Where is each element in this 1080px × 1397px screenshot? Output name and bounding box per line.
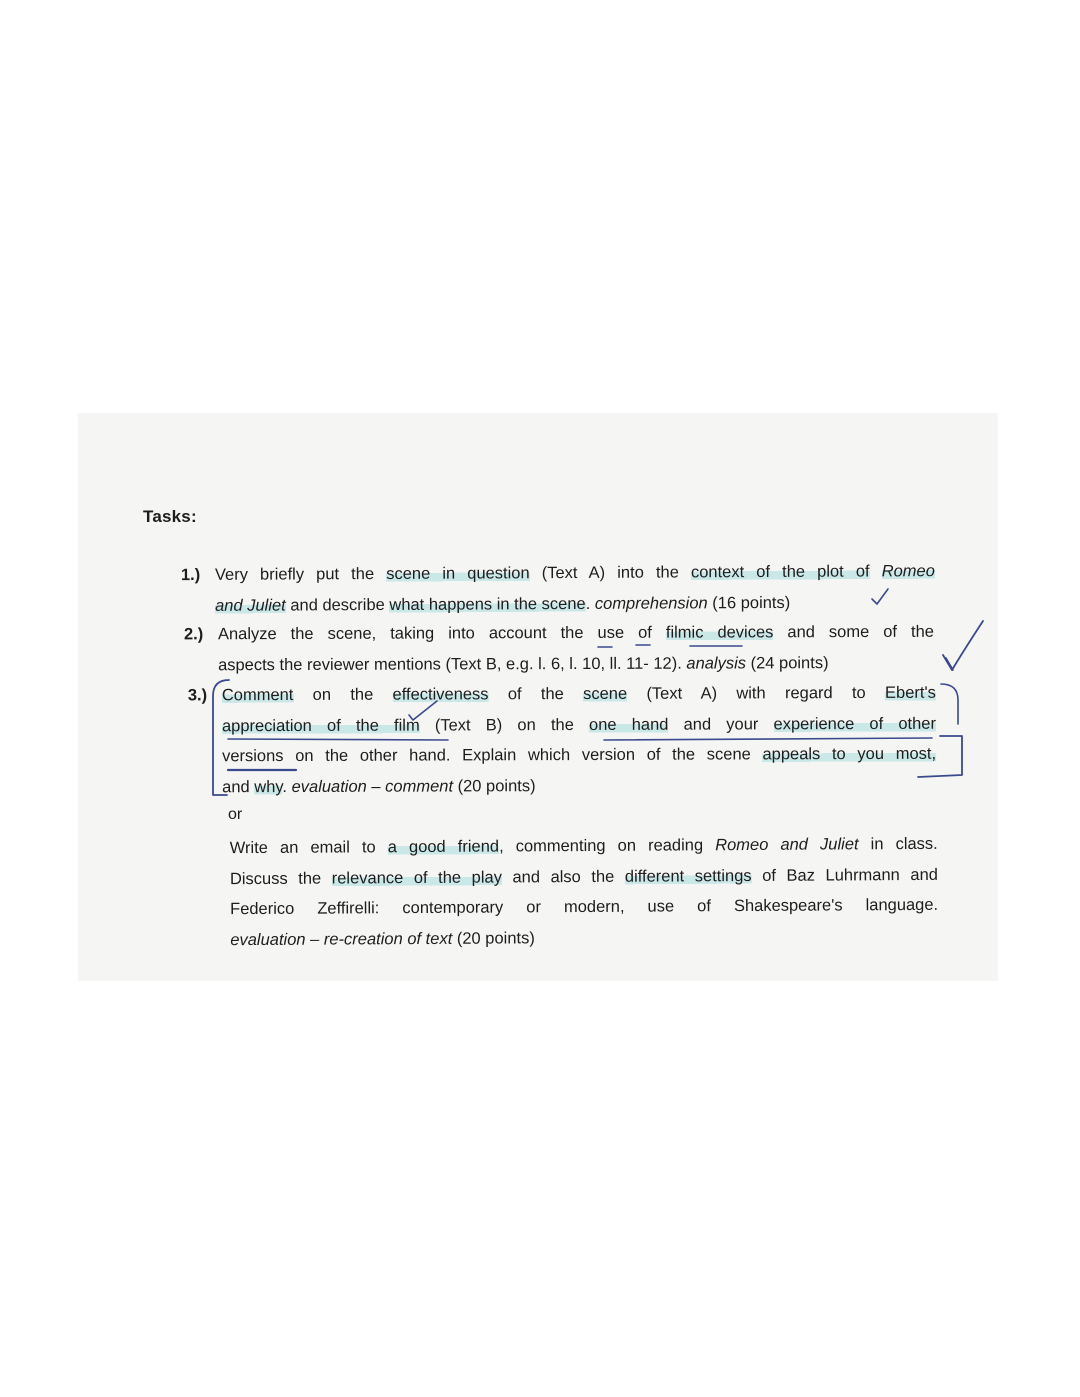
alt-task-text: Discuss the	[229, 869, 332, 888]
task-1-text: and describe	[285, 595, 390, 615]
task-1-text: .	[585, 594, 595, 613]
task-1-text: (Text A) into the	[529, 563, 692, 583]
tasks-heading: Tasks:	[143, 507, 197, 526]
task-3-highlight: appreciation of the film	[221, 716, 420, 735]
task-1-line-2	[215, 587, 935, 621]
task-3-text: versions	[222, 747, 284, 766]
alt-task-highlight: relevance of the play	[331, 868, 502, 888]
task-2-line-1	[218, 617, 934, 650]
alt-task-line-2	[230, 859, 938, 894]
task-3-text: on the other hand. Explain which version of the scene	[283, 745, 763, 766]
task-1	[180, 556, 935, 621]
task-3-text: of the	[488, 684, 584, 704]
task-1-title-italic: and Juliet	[215, 596, 286, 615]
task-3-line-4	[222, 769, 936, 802]
task-1-number: 1.)	[180, 565, 201, 585]
alt-task-line-3	[230, 890, 938, 925]
task-2-number: 2.)	[183, 625, 204, 644]
task-2-text: and some of the	[773, 622, 934, 642]
task-3-line-2	[222, 708, 936, 741]
task-3-points: (20 points)	[452, 776, 536, 795]
task-3-text: (Text B) on the	[419, 715, 590, 735]
task-1-text	[870, 562, 882, 580]
task-3	[187, 678, 937, 802]
or-separator: or	[228, 806, 243, 823]
task-2-text: Analyze the scene, taking into account the use of	[217, 623, 666, 644]
task-1-line-1	[215, 556, 935, 590]
task-3-number: 3.)	[187, 686, 208, 705]
task-2	[183, 617, 934, 680]
alt-task-highlight: different settings	[624, 866, 752, 886]
alt-task-highlight: a good friend	[387, 837, 500, 857]
task-1-highlight: context of the plot of	[690, 562, 870, 582]
task-3-highlight: experience of other	[773, 714, 936, 733]
task-2-points: (24 points)	[745, 653, 829, 672]
task-3-alternative	[230, 829, 939, 955]
task-2-highlight: filmic devices	[665, 623, 774, 642]
task-1-title-italic: Romeo	[881, 562, 935, 581]
task-3-text: and	[222, 777, 255, 796]
task-3-highlight: why	[254, 777, 283, 796]
task-1-text: Very briefly put the	[214, 564, 387, 584]
task-2-category: analysis	[686, 653, 747, 673]
alt-task-text: of Baz Luhrmann and	[751, 865, 938, 885]
task-3-highlight: one hand	[588, 715, 669, 734]
alt-task-text: Federico Zeffirelli: contemporary or modern, use of Shakespeare's language.	[230, 895, 939, 919]
alt-task-line-4	[230, 920, 938, 955]
task-1-highlight: what happens in the scene	[389, 594, 586, 614]
alt-task-title-italic: Romeo and Juliet	[715, 835, 859, 855]
task-1-points: (16 points)	[707, 593, 791, 612]
task-3-highlight: effectiveness	[392, 685, 489, 704]
task-3-highlight: Comment	[221, 685, 294, 705]
task-1-highlight: scene in question	[386, 564, 530, 583]
alt-task-points: (20 points)	[452, 928, 535, 948]
alt-task-text: and also the	[501, 867, 625, 887]
task-3-text: .	[282, 777, 292, 796]
alt-task-text: , commenting on reading	[498, 836, 716, 856]
alt-task-line-1	[230, 829, 938, 864]
alt-task-text: Write an email to	[229, 838, 388, 858]
task-3-text: and your	[668, 714, 774, 734]
task-3-highlight: scene	[583, 684, 628, 703]
alt-task-category: evaluation – re-creation of text	[230, 929, 453, 949]
task-3-highlight: appeals to you most,	[762, 744, 937, 764]
task-3-line-3	[222, 739, 936, 772]
task-3-text: (Text A) with regard to	[627, 683, 886, 703]
task-2-text: aspects the reviewer mentions (Text B, e.g. l. 6, l. 10, ll. 11- 12).	[218, 654, 687, 674]
task-2-line-2	[218, 647, 934, 680]
task-1-category: comprehension	[594, 593, 708, 613]
task-3-line-1	[222, 678, 936, 711]
task-3-category: evaluation – comment	[291, 776, 454, 796]
alt-task-text: in class.	[858, 834, 938, 854]
task-3-highlight: Ebert's	[884, 683, 936, 702]
task-3-text: on the	[293, 685, 393, 704]
